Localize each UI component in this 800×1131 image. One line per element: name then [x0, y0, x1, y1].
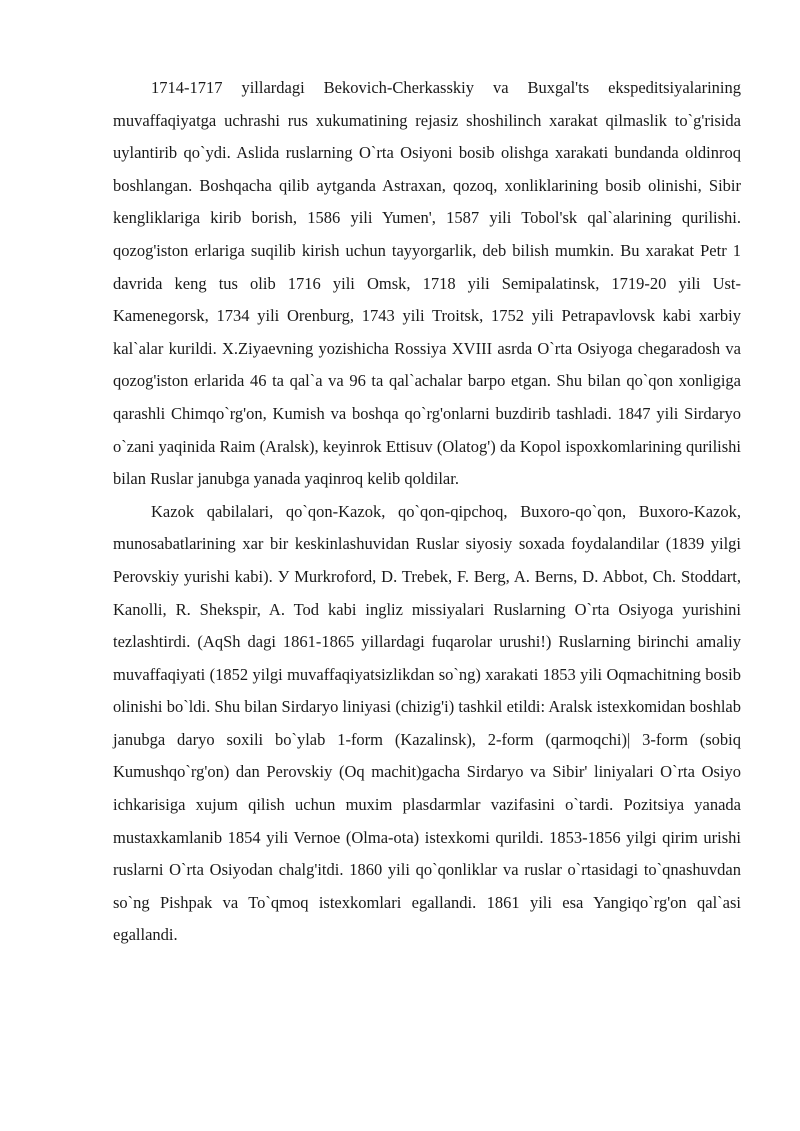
document-page [113, 72, 741, 952]
paragraph: 1714-1717 yillardagi Bekovich-Cherkasskiy va Buxgal'ts ekspeditsiyalarining muvaffaqiyatga uchrashi rus xukumatining rejasiz shoshilinch xarakat qilmaslik to`g'risida uylantirib qo`ydi. Aslida ruslarning O`rta Osiyoni bosib olishga xarakati bundanda oldinroq boshlangan. Boshqacha qilib aytganda Astraxan, qozoq, xonliklarining bosib olinishi, Sibir kengliklariga kirib borish, 1586 yili Yumen', 1587 yili Tobol'sk qal`alarining qurilishi. qozog'iston erlariga suqilib kirish uchun tayyorgarlik, deb bilish mumkin. Bu xarakat Petr 1 davrida keng tus olib 1716 yili Omsk, 1718 yili Semipalatinsk, 1719-20 yili Ust-Kamenegorsk, 1734 yili Orenburg, 1743 yili Troitsk, 1752 yili Petrapavlovsk kabi xarbiy kal`alar kurildi. X.Ziyaevning yozishicha Rossiya XVIII asrda O`rta Osiyoga chegaradosh va qozog'iston erlarida 46 ta qal`a va 96 ta qal`achalar barpo etgan. Shu bilan qo`qon xonligiga qarashli Chimqo`rg'on, Kumish va boshqa qo`rg'onlarni buzdirib tashladi. 1847 yili Sirdaryo o`zani yaqinida Raim (Aralsk), keyinrok Ettisuv (Olatog') da Kopol ispoxkomlarining qurilishi bilan Ruslar janubga yanada yaqinroq kelib qoldilar. [113, 78, 741, 489]
paragraph: Kazok qabilalari, qo`qon-Kazok, qo`qon-qipchoq, Buxoro-qo`qon, Buxoro-Kazok, munosabatlarining xar bir keskinlashuvidan Ruslar siyosiy soxada foydalandilar (1839 yilgi Perovskiy yurishi kabi). У Murkroford, D. Trebek, F. Berg, A. Berns, D. Abbot, Ch. Stoddart, Kanolli, R. Shekspir, A. Tod kabi ingliz missiyalari Ruslarning O`rta Osiyoga yurishini tezlashtirdi. (AqSh dagi 1861-1865 yillardagi fuqarolar urushi!) Ruslarning birinchi amaliy muvaffaqiyati (1852 yilgi muvaffaqiyatsizlikdan so`ng) xarakati 1853 yili Oqmachitning bosib olinishi bo`ldi. Shu bilan Sirdaryo liniyasi (chizig'i) tashkil etildi: Aralsk istexkomidan boshlab janubga daryo soxili bo`ylab 1-form (Kazalinsk), 2-form (qarmoqchi)| 3-form (sobiq Kumushqo`rg'on) dan Perovskiy (Oq machit)gacha Sirdaryo va Sibir' liniyalari O`rta Osiyo ichkarisiga xujum qilish uchun muxim plasdarmlar vazifasini o`tardi. Pozitsiya yanada mustaxkamlanib 1854 yili Vernoe (Olma-ota) istexkomi qurildi. 1853-1856 yilgi qirim urishi ruslarni O`rta Osiyodan chalg'itdi. 1860 yili qo`qonliklar va ruslar o`rtasidagi to`qnashuvdan so`ng Pishpak va To`qmoq istexkomlari egallandi. 1861 yili esa Yangiqo`rg'on qal`asi egallandi. [113, 501, 741, 945]
